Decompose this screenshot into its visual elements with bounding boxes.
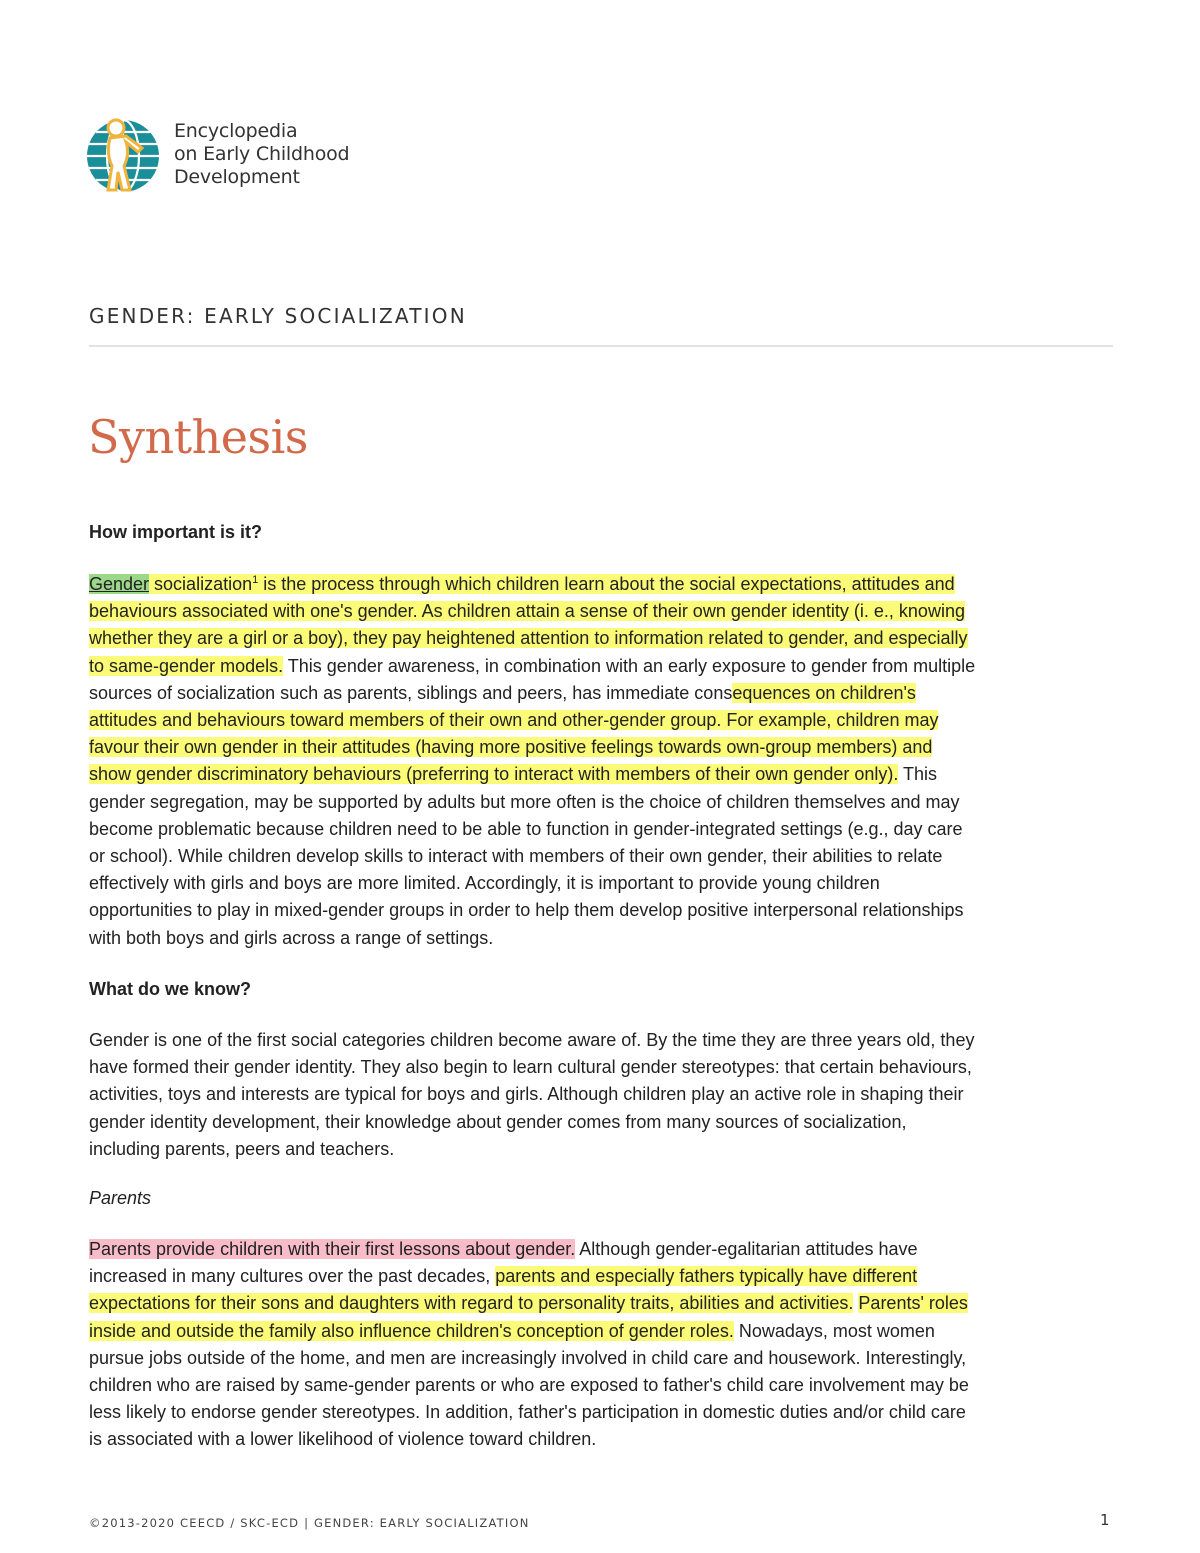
plain-text: Although gender-egalitarian attitudes have xyxy=(575,1239,918,1259)
page-number: 1 xyxy=(1100,1511,1110,1529)
highlight-yellow: show gender discriminatory behaviours (preferring to interact with members of their own gender only). xyxy=(89,764,899,785)
plain-text: This gender awareness, in combination with an early exposure to gender from multiple xyxy=(283,655,976,676)
paragraph-line: children who are raised by same-gender parents or who are exposed to father's child care involvement may be xyxy=(89,1375,969,1396)
paragraph-line: have formed their gender identity. They also begin to learn cultural gender stereotypes: that certain behaviours, xyxy=(89,1057,972,1078)
page-title: Synthesis xyxy=(88,410,308,464)
paragraph-line xyxy=(89,761,1119,788)
highlight-yellow: favour their own gender in their attitudes (having more positive feelings towards own-group members) and xyxy=(89,737,933,758)
paragraph-line: is associated with a lower likelihood of violence toward children. xyxy=(89,1429,597,1450)
paragraph-line: gender segregation, may be supported by adults but more often is the choice of children themselves and may xyxy=(89,791,960,812)
section-heading-importance: How important is it? xyxy=(89,522,262,542)
paragraph-line xyxy=(89,1236,1119,1263)
paragraph-line: become problematic because children need to be able to function in gender-integrated settings (e.g., day care xyxy=(89,818,963,839)
paragraph-line: with both boys and girls across a range of settings. xyxy=(89,927,494,948)
plain-text: sources of socialization such as parents, siblings and peers, has immediate cons xyxy=(89,682,733,703)
paragraph-line xyxy=(89,734,1119,761)
subheading-parents: Parents xyxy=(89,1188,152,1208)
paragraph-line: effectively with girls and boys are more limited. Accordingly, it is important to provide young children xyxy=(89,873,880,894)
section-heading-knowledge: What do we know? xyxy=(89,979,251,999)
highlight-yellow: behaviours associated with one's gender. As children attain a sense of their own gender identity (i. e., knowing xyxy=(89,601,965,622)
paragraph-line: gender identity development, their knowledge about gender comes from many sources of socialization, xyxy=(89,1111,907,1132)
encyclopedia-logo xyxy=(86,114,386,204)
globe-child-logo-icon xyxy=(86,114,164,204)
paragraph-line: Gender is one of the first social categories children become aware of. By the time they are three years old, they xyxy=(89,1030,975,1050)
paragraph-importance xyxy=(89,571,1119,952)
highlight-yellow: socialization xyxy=(149,574,253,594)
highlight-yellow: is the process through which children learn about the social expectations, attitudes and xyxy=(258,574,955,594)
paragraph-line: activities, toys and interests are typical for boys and girls. Although children play an active role in shaping their xyxy=(89,1084,964,1105)
paragraph-line xyxy=(89,680,1119,707)
paragraph-knowledge xyxy=(89,1027,1119,1163)
paragraph-line xyxy=(89,571,1119,598)
logo-wordmark xyxy=(174,120,349,189)
logo-line-2: on Early Childhood xyxy=(174,143,350,165)
highlight-yellow: inside and outside the family also influence children's conception of gender roles. xyxy=(89,1320,734,1341)
header-divider xyxy=(89,345,1113,347)
footnote-ref[interactable]: 1 xyxy=(252,574,259,586)
paragraph-line: including parents, peers and teachers. xyxy=(89,1138,395,1159)
highlight-yellow: expectations for their sons and daughters with regard to personality traits, abilities and activities. xyxy=(89,1293,854,1314)
paragraph-line xyxy=(89,1318,1119,1345)
highlight-yellow: Parents' roles xyxy=(858,1293,968,1314)
paragraph-line xyxy=(89,1290,1119,1317)
logo-line-3: Development xyxy=(174,166,300,188)
highlight-pink: Parents provide children with their first lessons about gender. xyxy=(89,1239,576,1259)
paragraph-line: less likely to endorse gender stereotypes. In addition, father's participation in domestic duties and/or child care xyxy=(89,1402,966,1423)
paragraph-line xyxy=(89,1263,1119,1290)
highlight-yellow: to same-gender models. xyxy=(89,655,284,676)
paragraph-line: opportunities to play in mixed-gender groups in order to help them develop positive interpersonal relationships xyxy=(89,900,964,921)
plain-text: This xyxy=(898,764,938,785)
highlight-yellow: equences on children's xyxy=(732,682,916,703)
paragraph-parents xyxy=(89,1236,1119,1454)
paragraph-line xyxy=(89,598,1119,625)
footer-text: ©2013-2020 CEECD / SKC-ECD | GENDER: EARLY SOCIALIZATION xyxy=(89,1516,530,1530)
paragraph-line xyxy=(89,625,1119,652)
paragraph-line: or school). While children develop skills to interact with members of their own gender, their abilities to relate xyxy=(89,846,943,867)
logo-line-1: Encyclopedia xyxy=(174,120,298,142)
plain-text: Nowadays, most women xyxy=(733,1320,935,1341)
paragraph-line xyxy=(89,653,1119,680)
plain-text: increased in many cultures over the past decades, xyxy=(89,1266,496,1287)
highlight-green: Gender xyxy=(89,574,150,594)
paragraph-line xyxy=(89,707,1119,734)
highlight-yellow: parents and especially fathers typically have different xyxy=(495,1266,918,1287)
highlight-yellow: whether they are a girl or a boy), they pay heightened attention to information related to gender, and especially xyxy=(89,628,968,649)
topic-title: GENDER: EARLY SOCIALIZATION xyxy=(89,304,467,328)
highlight-yellow: attitudes and behaviours toward members of their own and other-gender group. For example, children may xyxy=(89,710,939,731)
paragraph-line: pursue jobs outside of the home, and men are increasingly involved in child care and housework. Interestingly, xyxy=(89,1347,967,1368)
